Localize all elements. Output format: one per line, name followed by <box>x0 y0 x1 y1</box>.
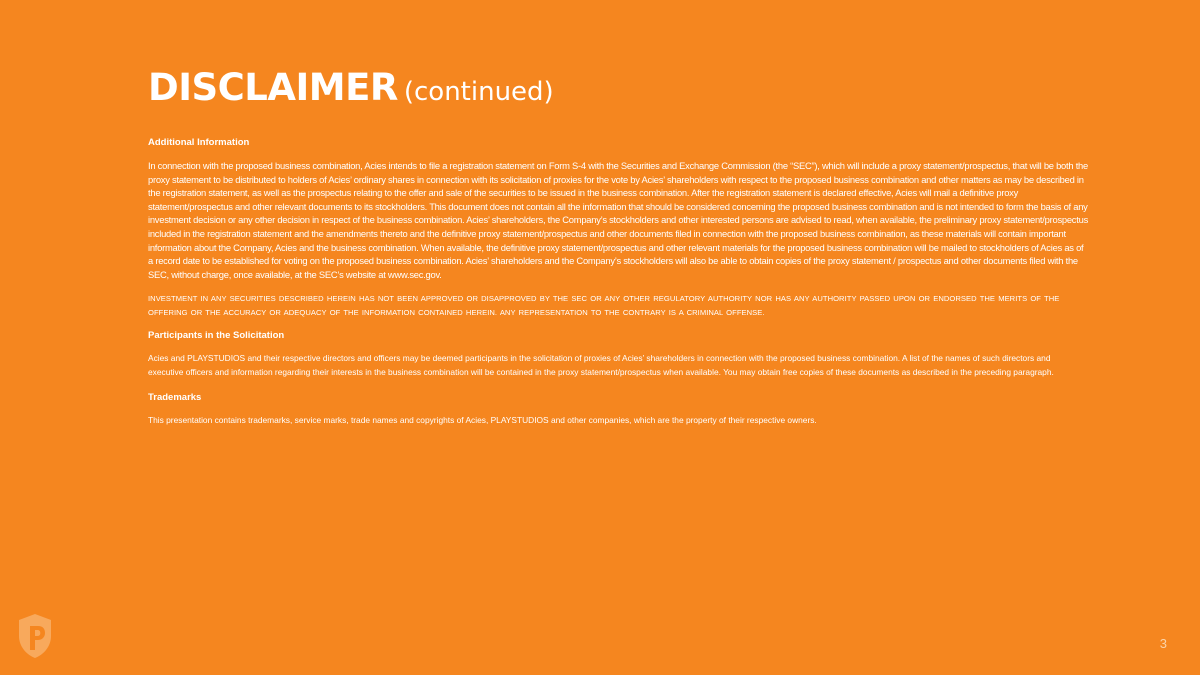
page-title <box>148 66 554 109</box>
additional-info-heading: Additional Information <box>148 137 250 148</box>
trademarks-heading: Trademarks <box>148 392 202 404</box>
playstudios-shield-logo-icon <box>16 612 54 660</box>
title-main: DISCLAIMER <box>148 66 398 109</box>
participants-heading: Participants in the Solicitation <box>148 329 285 341</box>
trademarks-paragraph: This presentation contains trademarks, service marks, trade names and copyrights of Acies, PLAYSTUDIOS and other companies, which are the property of their respective owners. <box>148 415 817 426</box>
disclaimer-content <box>148 136 1088 440</box>
additional-info-paragraph: In connection with the proposed business combination, Acies intends to file a registration statement on Form S-4 with the Securities and Exchange Commission (the “SEC”), which will include a proxy statement/prospectus, that will be both the proxy statement to be distributed to holders of Acies’ ordinary shares in connection with its solicitation of proxies for the vote by Acies’ shareholders with respect to the proposed business combination and other matters as may be described in the registration statement, as well as the prospectus relating to the offer and sale of the securities to be issued in the business combination. After the registration statement is declared effective, Acies will mail a definitive proxy statement/prospectus and other relevant documents to its stockholders. This document does not contain all the information that should be considered concerning the proposed business combination and is not intended to form the basis of any investment decision or any other decision in respect of the business combination. Acies’ shareholders, the Company’s stockholders and other interested persons are advised to read, when available, the preliminary proxy statement/prospectus included in the registration statement and the amendments thereto and the definitive proxy statement/prospectus and other documents filed in connection with the proposed business combination, as these materials will contain important information about the Company, Acies and the business combination. When available, the definitive proxy statement/prospectus and other relevant materials for the proposed business combination will be mailed to stockholders of Acies as of a record date to be established for voting on the proposed business combination. Acies’ shareholders and the Company’s stockholders will also be able to obtain copies of the proxy statement / prospectus and other documents filed with the SEC, without charge, once available, at the SEC’s website at www.sec.gov. <box>148 160 1089 280</box>
title-subtitle: (continued) <box>403 77 554 107</box>
participants-paragraph: Acies and PLAYSTUDIOS and their respective directors and officers may be deemed participants in the solicitation of proxies of Acies’ shareholders in connection with the proposed business combination. A list of the names of such directors and executive officers and information regarding their interests in the business combination will be contained in the proxy statement/prospectus when available. You may obtain free copies of these documents as described in the preceding paragraph. <box>148 352 1054 377</box>
legal-notice-paragraph: INVESTMENT IN ANY SECURITIES DESCRIBED HEREIN HAS NOT BEEN APPROVED OR DISAPPROVED BY THE SEC OR ANY OTHER REGULATORY AUTHORITY NOR HAS ANY AUTHORITY PASSED UPON OR ENDORSED THE MERITS OF THE OFFERING OR THE ACCURACY OR ADEQUACY OF THE INFORMATION CONTAINED HEREIN. ANY REPRESENTATION TO THE CONTRARY IS A CRIMINAL OFFENSE. <box>148 294 1060 317</box>
page-number: 3 <box>1159 636 1167 651</box>
